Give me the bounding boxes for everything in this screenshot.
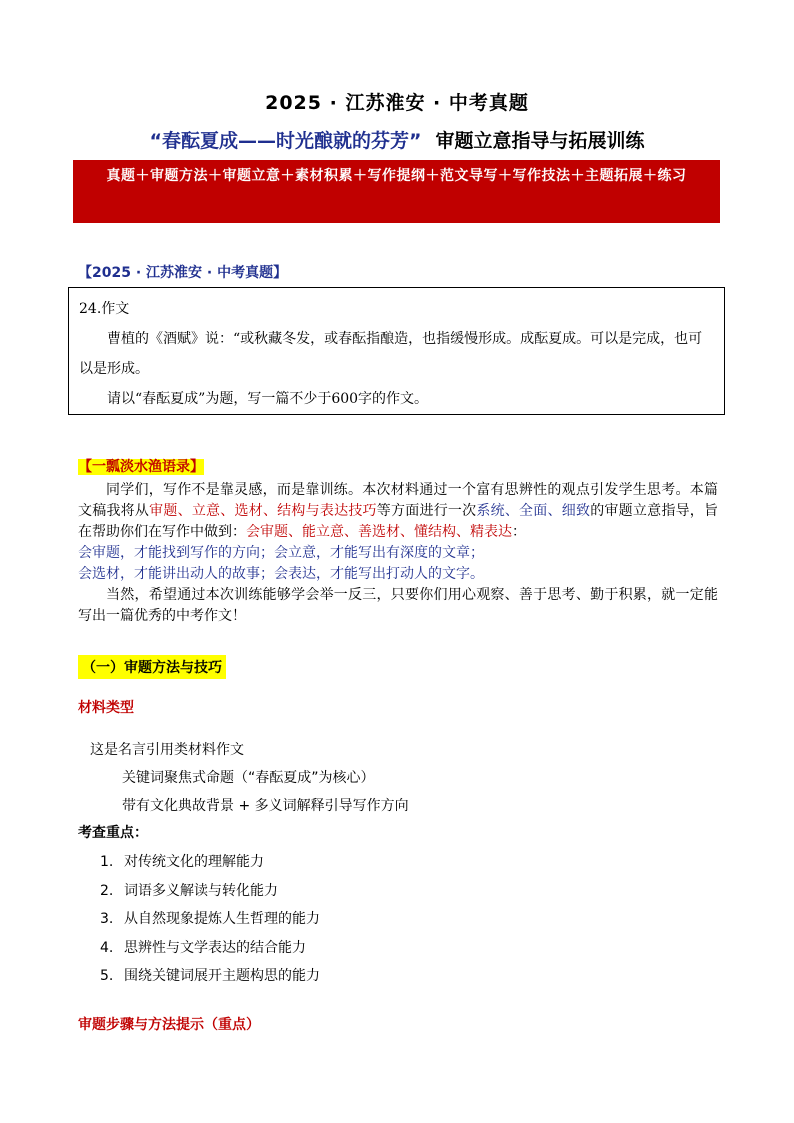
list-item: 4. 思辨性与文学表达的结合能力 xyxy=(100,939,306,956)
material-line: 带有文化典故背景 + 多义词解释引导写作方向 xyxy=(122,798,409,814)
list-item: 1. 对传统文化的理解能力 xyxy=(100,854,264,870)
intro-text-g: ： xyxy=(512,524,526,540)
focus-item-text: 围绕关键词展开主题构思的能力 xyxy=(124,968,320,984)
subtitle-rest: 审题立意指导与拓展训练 xyxy=(435,130,645,152)
intro-line-3: 会选材，才能讲出动人的故事；会表达，才能写出打动人的文字。 xyxy=(78,566,484,582)
focus-item-text: 对传统文化的理解能力 xyxy=(124,854,264,870)
contents-banner: 真题＋审题方法＋审题立意＋素材积累＋写作提纲＋范文导写＋写作技法＋主题拓展＋练习 xyxy=(73,160,720,223)
material-line: 这是名言引用类材料作文 xyxy=(90,742,244,758)
exam-question-box xyxy=(68,287,725,415)
intro-text-e: 的审题立意指导，旨在帮助你们在写作中做到： xyxy=(78,503,719,540)
exam-heading: 【2025 · 江苏淮安 · 中考真题】 xyxy=(78,265,288,281)
focus-item-text: 从自然现象提炼人生哲理的能力 xyxy=(124,911,320,927)
question-task: 请以“春酝夏成”为题，写一篇不少于600字的作文。 xyxy=(107,391,429,407)
intro-text xyxy=(78,480,718,627)
section-1-heading: （一）审题方法与技巧 xyxy=(78,655,226,679)
intro-line-2: 会审题，才能找到写作的方向；会立意，才能写出有深度的文章； xyxy=(78,545,484,561)
intro-paragraph-1 xyxy=(78,480,718,543)
material-line: 关键词聚焦式命题（“春酝夏成”为核心） xyxy=(122,770,375,786)
focus-item-text: 思辨性与文学表达的结合能力 xyxy=(124,939,306,956)
intro-highlight-aspects: 审题、立意、选材、结构与表达技巧 xyxy=(149,503,377,519)
intro-text-a: 同学们，写作不是靠灵感，而是靠训练。本次材料通过一个富有思辨性的观点引发学生思考。本篇文稿我将从 xyxy=(78,482,718,519)
material-type-heading: 材料类型 xyxy=(78,700,134,716)
intro-heading xyxy=(78,456,204,476)
material-type-lines xyxy=(90,736,409,820)
intro-text-c: 等方面进行一次 xyxy=(376,503,477,519)
steps-heading: 审题步骤与方法提示（重点） xyxy=(78,1017,260,1033)
intro-highlight-system: 系统、全面、细致 xyxy=(476,503,591,519)
essay-theme: “春酝夏成——时光酿就的芬芳” xyxy=(149,130,422,152)
intro-paragraph-2: 当然，希望通过本次训练能够学会举一反三，只要你们用心观察、善于思考、勤于积累，就一定能写出一篇优秀的中考作文！ xyxy=(78,587,718,624)
list-item: 5. 围绕关键词展开主题构思的能力 xyxy=(100,968,320,984)
document-title: 2025 · 江苏淮安 · 中考真题 xyxy=(265,92,529,114)
list-item: 3. 从自然现象提炼人生哲理的能力 xyxy=(100,911,320,927)
focus-item-text: 词语多义解读与转化能力 xyxy=(124,882,278,899)
intro-highlight-skills: 会审题、能立意、善选材、懂结构、精表达 xyxy=(246,524,512,540)
question-number: 24.作文 xyxy=(79,301,130,317)
document-subtitle xyxy=(0,126,794,153)
focus-list xyxy=(100,848,320,991)
intro-heading-text: 【一瓢淡水渔语录】 xyxy=(78,459,204,475)
list-item: 2. 词语多义解读与转化能力 xyxy=(100,882,278,899)
question-quote: 曹植的《酒赋》说：“或秋藏冬发，或春酝指酿造，也指缓慢形成。成酝夏成。可以是完成，也可以是形成。 xyxy=(79,331,703,377)
focus-heading: 考查重点： xyxy=(78,825,148,841)
